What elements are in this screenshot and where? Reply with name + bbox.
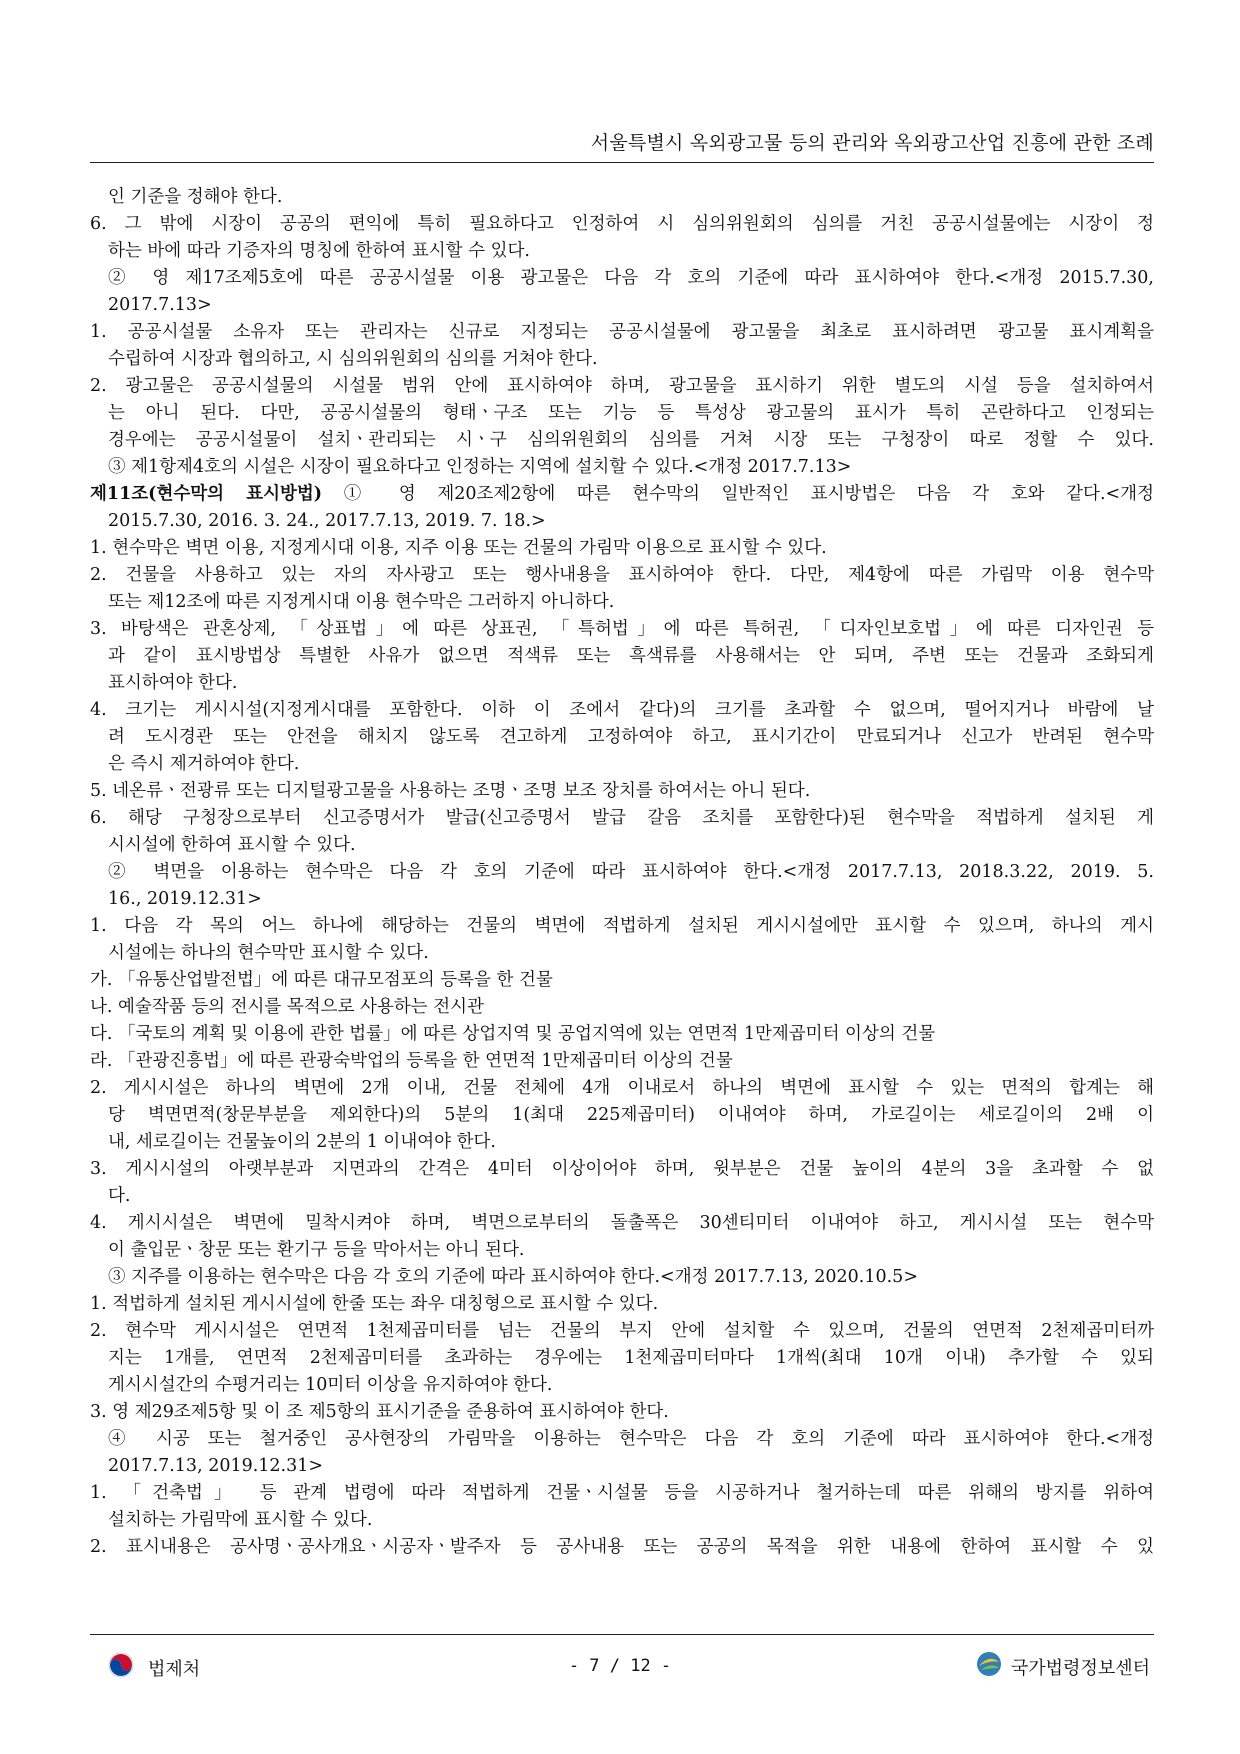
text-line: 3. 영 제29조제5항 및 이 조 제5항의 표시기준을 준용하여 표시하여야 한다. (90, 1402, 669, 1422)
text-line: 라. 「관광진흥법」에 따른 관광숙박업의 등록을 한 연면적 1만제곱미터 이상의 건물 (90, 1051, 733, 1071)
text-line: 인 기준을 정해야 한다. (108, 187, 283, 207)
text-line: 2. 게시시설은 하나의 벽면에 2개 이내, 건물 전체에 4개 이내로서 하나의 벽면에 표시할 수 있는 면적의 합계는 해 (90, 1078, 1154, 1098)
text-line: 3. 게시시설의 아랫부분과 지면과의 간격은 4미터 이상이어야 하며, 윗부분은 건물 높이의 4분의 3을 초과할 수 없 (90, 1159, 1154, 1179)
text-line: 4. 크기는 게시시설(지정게시대를 포함한다. 이하 이 조에서 같다)의 크기를 초과할 수 없으며, 떨어지거나 바람에 날 (90, 700, 1154, 720)
header-rule (90, 162, 1154, 163)
text-line: 은 즉시 제거하여야 한다. (108, 754, 300, 774)
footer-right-label: 국가법령정보센터 (1010, 1657, 1150, 1679)
text-line: 수립하여 시장과 협의하고, 시 심의위원회의 심의를 거쳐야 한다. (108, 349, 598, 369)
text-line: ② 영 제17조제5호에 따른 공공시설물 이용 광고물은 다음 각 호의 기준에 따라 표시하여야 한다.<개정 2015.7.30, (108, 268, 1154, 288)
text-line: ③ 제1항제4호의 시설은 시장이 필요하다고 인정하는 지역에 설치할 수 있다.<개정 2017.7.13> (108, 457, 852, 477)
text-line: ④ 시공 또는 철거중인 공사현장의 가림막을 이용하는 현수막은 다음 각 호의 기준에 따라 표시하여야 한다.<개정 (108, 1429, 1154, 1449)
text-line: 가. 「유통산업발전법」에 따른 대규모점포의 등록을 한 건물 (90, 970, 553, 990)
text-line: 당 벽면면적(창문부분을 제외한다)의 5분의 1(최대 225제곱미터) 이내여야 하며, 가로길이는 세로길이의 2배 이 (108, 1105, 1154, 1125)
text-line: 다. 「국토의 계획 및 이용에 관한 법률」에 따른 상업지역 및 공업지역에 있는 연면적 1만제곱미터 이상의 건물 (90, 1024, 936, 1044)
page-header-title: 서울특별시 옥외광고물 등의 관리와 옥외광고산업 진흥에 관한 조례 (590, 132, 1154, 154)
text-line: 2015.7.30, 2016. 3. 24., 2017.7.13, 2019. 7. 18.> (108, 511, 546, 531)
text-line: 나. 예술작품 등의 전시를 목적으로 사용하는 전시관 (90, 997, 484, 1017)
text-line: 2017.7.13, 2019.12.31> (108, 1456, 324, 1476)
text-line: ② 벽면을 이용하는 현수막은 다음 각 호의 기준에 따라 표시하여야 한다.<개정 2017.7.13, 2018.3.22, 2019. 5. (108, 862, 1154, 882)
law-info-center-logo-icon (975, 1650, 1003, 1683)
text-line: 2. 광고물은 공공시설물의 시설물 범위 안에 표시하여야 하며, 광고물을 표시하기 위한 별도의 시설 등을 설치하여서 (90, 376, 1154, 396)
text-line: 는 아니 된다. 다만, 공공시설물의 형태ㆍ구조 또는 기능 등 특성상 광고물의 표시가 특히 곤란하다고 인정되는 (108, 403, 1154, 423)
text-line: 2. 현수막 게시시설은 연면적 1천제곱미터를 넘는 건물의 부지 안에 설치할 수 있으며, 건물의 연면적 2천제곱미터까 (90, 1321, 1154, 1341)
text-line: 4. 게시시설은 벽면에 밀착시켜야 하며, 벽면으로부터의 돌출폭은 30센티미터 이내여야 하고, 게시시설 또는 현수막 (90, 1213, 1154, 1233)
text-line: 5. 네온류ㆍ전광류 또는 디지털광고물을 사용하는 조명ㆍ조명 보조 장치를 하여서는 아니 된다. (90, 781, 811, 801)
text-line: 다. (108, 1186, 131, 1206)
text-line: 16., 2019.12.31> (108, 889, 262, 909)
article-11-line (90, 481, 1154, 508)
text-line: 려 도시경관 또는 안전을 해치지 않도록 견고하게 고정하여야 하고, 표시기간이 만료되거나 신고가 반려된 현수막 (108, 727, 1154, 747)
text-line: 과 같이 표시방법상 특별한 사유가 없으면 적색류 또는 흑색류를 사용해서는 안 되며, 주변 또는 건물과 조화되게 (108, 646, 1154, 666)
text-line: 하는 바에 따라 기증자의 명칭에 한하여 표시할 수 있다. (108, 241, 530, 261)
footer-left-label: 법제처 (148, 1658, 201, 1680)
text-line: 시설에는 하나의 현수막만 표시할 수 있다. (108, 943, 429, 963)
text-line: 2017.7.13> (108, 295, 212, 315)
text-line: 1. 「건축법」 등 관계 법령에 따라 적법하게 건물ㆍ시설물 등을 시공하거나 철거하는데 따른 위해의 방지를 위하여 (90, 1483, 1154, 1503)
article-text: ① 영 제20조제2항에 따른 현수막의 일반적인 표시방법은 다음 각 호와 같다.<개정 (322, 484, 1154, 504)
text-line: 1. 공공시설물 소유자 또는 관리자는 신규로 지정되는 공공시설물에 광고물을 최초로 표시하려면 광고물 표시계획을 (90, 322, 1154, 342)
text-line: 표시하여야 한다. (108, 673, 238, 693)
article-heading: 제11조(현수막의 표시방법) (90, 484, 323, 504)
text-line: 경우에는 공공시설물이 설치ㆍ관리되는 시ㆍ구 심의위원회의 심의를 거쳐 시장 또는 구청장이 따로 정할 수 있다. (108, 430, 1154, 450)
text-line: 1. 적법하게 설치된 게시시설에 한줄 또는 좌우 대칭형으로 표시할 수 있다. (90, 1294, 659, 1314)
text-line: 2. 표시내용은 공사명ㆍ공사개요ㆍ시공자ㆍ발주자 등 공사내용 또는 공공의 목적을 위한 내용에 한하여 표시할 수 있 (90, 1537, 1154, 1557)
text-line: 1. 현수막은 벽면 이용, 지정게시대 이용, 지주 이용 또는 건물의 가림막 이용으로 표시할 수 있다. (90, 538, 827, 558)
text-line: 내, 세로길이는 건물높이의 2분의 1 이내여야 한다. (108, 1132, 496, 1152)
text-line: 시시설에 한하여 표시할 수 있다. (108, 835, 356, 855)
footer-right (975, 1650, 1150, 1683)
page-number: - 7 / 12 - (568, 1656, 672, 1676)
text-line: 또는 제12조에 따른 지정게시대 이용 현수막은 그러하지 아니하다. (108, 592, 615, 612)
text-line: 게시시설간의 수평거리는 10미터 이상을 유지하여야 한다. (108, 1375, 553, 1395)
text-line: 설치하는 가림막에 표시할 수 있다. (108, 1510, 373, 1530)
text-line: 6. 그 밖에 시장이 공공의 편익에 특히 필요하다고 인정하여 시 심의위원회의 심의를 거친 공공시설물에는 시장이 정 (90, 214, 1154, 234)
text-line: 1. 다음 각 목의 어느 하나에 해당하는 건물의 벽면에 적법하게 설치된 게시시설에만 표시할 수 있으며, 하나의 게시 (90, 916, 1154, 936)
text-line: 6. 해당 구청장으로부터 신고증명서가 발급(신고증명서 발급 갈음 조치를 포함한다)된 현수막을 적법하게 설치된 게 (90, 808, 1154, 828)
document-body (90, 184, 1154, 1561)
text-line: 이 출입문ㆍ창문 또는 환기구 등을 막아서는 아니 된다. (108, 1240, 525, 1260)
footer-rule (90, 1634, 1154, 1635)
text-line: 2. 건물을 사용하고 있는 자의 자사광고 또는 행사내용을 표시하여야 한다. 다만, 제4항에 따른 가림막 이용 현수막 (90, 565, 1154, 585)
text-line: ③ 지주를 이용하는 현수막은 다음 각 호의 기준에 따라 표시하여야 한다.<개정 2017.7.13, 2020.10.5> (108, 1267, 918, 1287)
text-line: 3. 바탕색은 관혼상제, 「상표법」에 따른 상표권, 「특허법」에 따른 특허권, 「디자인보호법」에 따른 디자인권 등 (90, 619, 1154, 639)
text-line: 지는 1개를, 연면적 2천제곱미터를 초과하는 경우에는 1천제곱미터마다 1개씩(최대 10개 이내) 추가할 수 있되 (108, 1348, 1154, 1368)
